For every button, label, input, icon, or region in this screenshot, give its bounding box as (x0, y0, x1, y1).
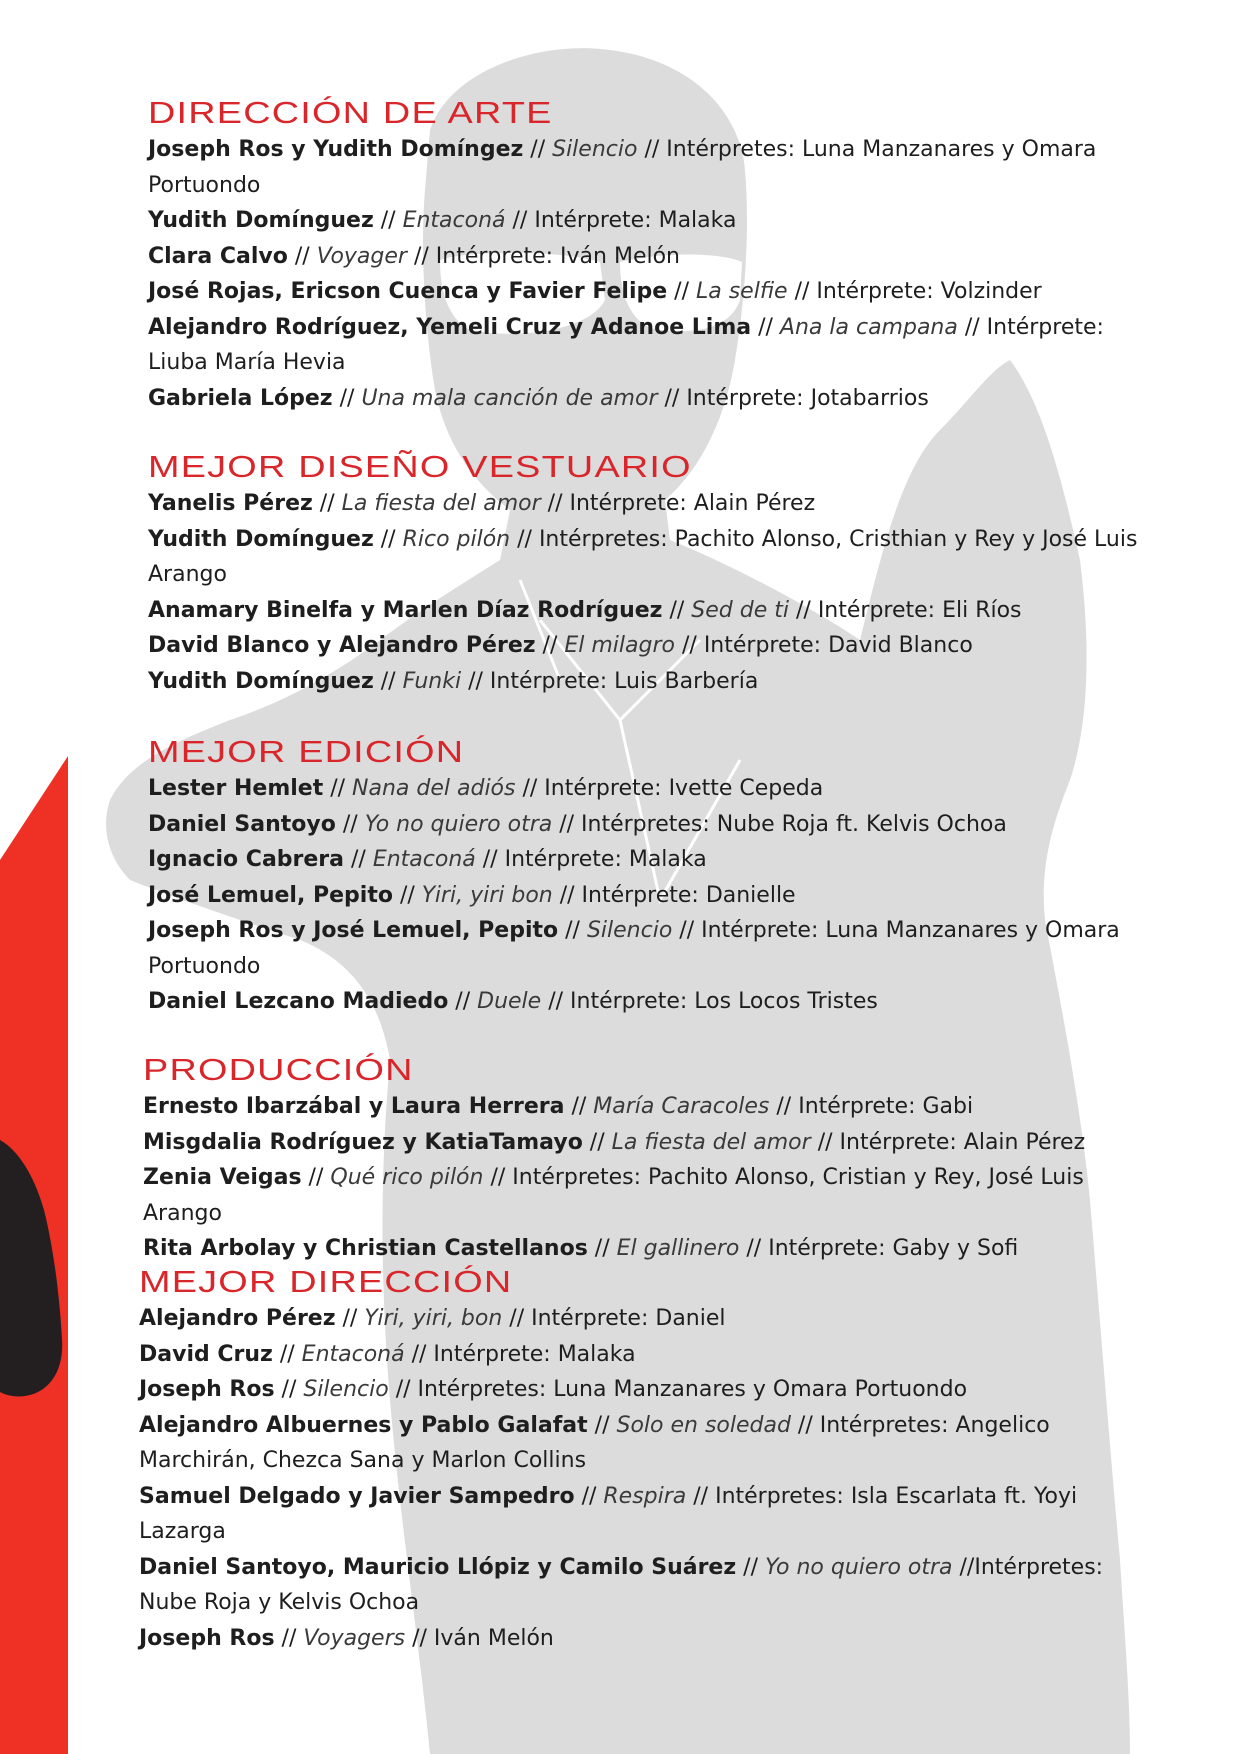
video-title: Voyager (316, 243, 407, 269)
credit-entry (148, 381, 1158, 417)
separator: // (406, 243, 436, 269)
credit-entry (148, 593, 1158, 629)
credit-names: Alejandro Rodríguez, Yemeli Cruz y Adanoe Lima (148, 314, 752, 340)
performer-info: Intérpretes: Nube Roja y Kelvis Ochoa (139, 1554, 1104, 1615)
credit-names: Joseph Ros y Yudith Domíngez (148, 137, 524, 162)
credit-entry (148, 628, 1158, 664)
credit-names: David Cruz (139, 1341, 273, 1367)
video-title: Ana la campana (779, 314, 958, 340)
separator: // (736, 1554, 765, 1580)
section-heading: MEJOR EDICIÓN (148, 734, 465, 769)
separator: // (373, 526, 403, 552)
credit-entry (139, 1550, 1149, 1621)
video-title: Nana del adiós (352, 776, 516, 801)
video-title: Silencio (586, 918, 673, 943)
performer-info: Intérprete: Ivette Cepeda (544, 776, 824, 801)
performer-info: Intérprete: David Blanco (703, 633, 973, 658)
credit-entry (139, 1621, 1149, 1657)
credit-names: Samuel Delgado y Javier Sampedro (139, 1483, 575, 1509)
credit-names: Daniel Santoyo (148, 811, 336, 837)
separator: // (312, 491, 342, 516)
separator: // (675, 633, 704, 658)
performer-info: Intérprete: Gaby y Sofi (768, 1236, 1019, 1261)
performer-info: Intérprete: Luis Barbería (489, 668, 759, 694)
separator: // (332, 385, 362, 411)
credit-entry (148, 984, 1158, 1020)
section-produccion (143, 1053, 1153, 1267)
performer-info: Intérprete: Gabi (798, 1094, 974, 1119)
separator: // (739, 1236, 769, 1261)
performer-info: Intérpretes: Nube Roja ft. Kelvis Ochoa (581, 811, 1007, 837)
red-band (0, 756, 68, 1754)
separator: // (515, 776, 545, 801)
separator: // (448, 989, 478, 1014)
separator: // (552, 811, 582, 837)
separator: // (335, 1306, 365, 1331)
credit-entry (148, 771, 1158, 807)
credit-names: Misgdalia Rodríguez y KatiaTamayo (143, 1129, 583, 1155)
section-heading: DIRECCIÓN DE ARTE (148, 95, 553, 130)
video-title: Voyagers (303, 1625, 406, 1651)
video-title: Yo no quiero otra (764, 1554, 953, 1580)
credit-names: Yanelis Pérez (148, 491, 313, 516)
separator: // (587, 1412, 617, 1438)
credit-entry (139, 1372, 1149, 1408)
separator: // (672, 918, 702, 943)
performer-info: Intérprete: Malaka (433, 1341, 636, 1367)
credit-names: Clara Calvo (148, 243, 288, 269)
separator: // (505, 208, 535, 233)
separator: // (686, 1483, 716, 1509)
section-heading: MEJOR DISEÑO VESTUARIO (148, 449, 692, 484)
separator: // (662, 597, 692, 623)
credit-names: Zenia Veigas (143, 1165, 302, 1190)
credit-entry (143, 1089, 1153, 1125)
performer-info: Intérprete: Alain Pérez (569, 491, 816, 516)
performer-info: Intérprete: Daniel (531, 1306, 726, 1331)
performer-info: Intérpretes: Luna Manzanares y Omara Portuondo (148, 137, 1097, 198)
performer-info: Intérprete: Eli Ríos (817, 597, 1022, 623)
credit-names: Yudith Domínguez (148, 526, 374, 552)
credit-entry (148, 132, 1158, 203)
separator: // (323, 776, 353, 801)
credit-entry (139, 1301, 1149, 1337)
credit-names: Daniel Santoyo, Mauricio Llópiz y Camilo Suárez (139, 1554, 737, 1580)
credit-names: Joseph Ros (139, 1377, 275, 1402)
performer-info: Intérprete: Alain Pérez (839, 1129, 1086, 1155)
section-direccion-arte (148, 96, 1158, 416)
separator: // (461, 668, 490, 694)
credit-entry (139, 1408, 1149, 1479)
performer-info: Intérprete: Los Locos Tristes (570, 989, 878, 1014)
separator: // (405, 1625, 434, 1651)
separator: // (523, 137, 553, 162)
video-title: La fiesta del amor (611, 1129, 811, 1155)
credit-names: Rita Arbolay y Christian Castellanos (143, 1236, 588, 1261)
separator: // (373, 668, 403, 694)
video-title: La selfie (695, 279, 788, 304)
separator: // (657, 385, 687, 411)
separator: // (769, 1094, 799, 1119)
video-title: Yiri, yiri bon (421, 882, 553, 908)
credit-entry (143, 1231, 1153, 1267)
credit-entry (148, 664, 1158, 700)
separator: // (957, 314, 987, 340)
video-title: María Caracoles (593, 1094, 770, 1119)
separator: // (274, 1377, 304, 1402)
performer-info: Intérprete: Jotabarrios (686, 385, 929, 411)
separator: // (637, 137, 667, 162)
video-title: Entaconá (301, 1341, 405, 1367)
credit-names: Yudith Domínguez (148, 668, 374, 694)
performer-info: Intérprete: Liuba María Hevia (148, 314, 1104, 375)
credit-names: Ernesto Ibarzábal y Laura Herrera (143, 1094, 565, 1119)
video-title: Silencio (303, 1377, 389, 1402)
separator: // (952, 1554, 975, 1580)
separator: // (388, 1377, 418, 1402)
separator: // (540, 491, 570, 516)
video-title: El milagro (564, 633, 675, 658)
separator: // (335, 811, 365, 837)
separator: // (510, 526, 539, 552)
separator: // (373, 208, 403, 233)
video-title: Respira (603, 1483, 687, 1509)
video-title: Silencio (552, 137, 638, 162)
separator: // (810, 1129, 840, 1155)
credit-names: Alejandro Albuernes y Pablo Galafat (139, 1412, 588, 1438)
performer-info: Intérpretes: Pachito Alonso, Cristian y Rey, José Luis Arango (143, 1165, 1084, 1226)
separator: // (392, 882, 422, 908)
credit-entry (148, 842, 1158, 878)
entry-list (148, 771, 1158, 1020)
credit-names: Gabriela López (148, 385, 333, 411)
performer-info: Intérpretes: Angelico Marchirán, Chezca Sana y Marlon Collins (139, 1412, 1050, 1473)
credit-names: José Rojas, Ericson Cuenca y Favier Felipe (148, 279, 668, 304)
separator: // (404, 1341, 434, 1367)
video-title: Rico pilón (402, 526, 511, 552)
credit-entry (148, 274, 1158, 310)
separator: // (564, 1094, 594, 1119)
credit-entry (139, 1337, 1149, 1373)
credit-entry (143, 1160, 1153, 1231)
credit-names: Joseph Ros y José Lemuel, Pepito (148, 918, 559, 943)
video-title: Funki (402, 668, 462, 694)
credit-names: Yudith Domínguez (148, 208, 374, 233)
performer-info: Intérprete: Volzinder (816, 279, 1042, 304)
credit-names: Anamary Binelfa y Marlen Díaz Rodríguez (148, 597, 663, 623)
separator: // (483, 1165, 513, 1190)
credit-entry (139, 1479, 1149, 1550)
credit-entry (148, 807, 1158, 843)
video-title: El gallinero (616, 1236, 740, 1261)
section-mejor-direccion (139, 1265, 1149, 1656)
section-mejor-edicion (148, 735, 1158, 1020)
separator: // (301, 1165, 331, 1190)
video-title: Solo en soledad (616, 1412, 791, 1438)
credit-entry (148, 913, 1158, 984)
separator: // (287, 243, 317, 269)
separator: // (552, 882, 582, 908)
credit-names: Lester Hemlet (148, 776, 324, 801)
video-title: Entaconá (402, 208, 506, 233)
credit-names: José Lemuel, Pepito (148, 882, 393, 908)
credit-entry (148, 522, 1158, 593)
separator: // (535, 633, 565, 658)
entry-list (148, 132, 1158, 416)
video-title: Duele (477, 989, 542, 1014)
separator: // (558, 918, 587, 943)
credit-names: David Blanco y Alejandro Pérez (148, 633, 536, 658)
performer-info: Intérprete: Malaka (504, 847, 707, 872)
performer-info: Intérprete: Malaka (534, 208, 737, 233)
separator: // (789, 597, 818, 623)
performer-info: Intérprete: Iván Melón (435, 243, 681, 269)
separator: // (274, 1625, 304, 1651)
video-title: Una mala canción de amor (361, 385, 658, 411)
section-heading: PRODUCCIÓN (143, 1052, 414, 1087)
separator: // (574, 1483, 604, 1509)
credit-entry (148, 239, 1158, 275)
credit-entry (148, 486, 1158, 522)
separator: // (582, 1129, 612, 1155)
performer-info: Intérprete: Luna Manzanares y Omara Portuondo (148, 918, 1120, 979)
performer-info: Iván Melón (433, 1625, 554, 1651)
separator: // (475, 847, 505, 872)
separator: // (272, 1341, 302, 1367)
separator: // (502, 1306, 532, 1331)
credit-names: Daniel Lezcano Madiedo (148, 989, 449, 1014)
credit-entry (148, 878, 1158, 914)
separator: // (787, 279, 817, 304)
entry-list (148, 486, 1158, 699)
credit-entry (143, 1125, 1153, 1161)
separator: // (344, 847, 373, 872)
video-title: Yiri, yiri, bon (364, 1306, 503, 1331)
separator: // (541, 989, 571, 1014)
performer-info: Intérpretes: Isla Escarlata ft. Yoyi Lazarga (139, 1483, 1078, 1544)
credit-names: Alejandro Pérez (139, 1306, 336, 1331)
performer-info: Intérpretes: Pachito Alonso, Cristhian y Rey y José Luis Arango (148, 526, 1138, 587)
video-title: Sed de ti (691, 597, 789, 623)
credit-names: Joseph Ros (139, 1625, 275, 1651)
separator: // (751, 314, 780, 340)
entry-list (139, 1301, 1149, 1656)
separator: // (790, 1412, 820, 1438)
credit-entry (148, 310, 1158, 381)
video-title: Yo no quiero otra (364, 811, 553, 837)
performer-info: Intérpretes: Luna Manzanares y Omara Portuondo (417, 1377, 968, 1402)
separator: // (667, 279, 696, 304)
credit-names: Ignacio Cabrera (148, 847, 345, 872)
credit-entry (148, 203, 1158, 239)
section-heading: MEJOR DIRECCIÓN (139, 1264, 513, 1299)
section-mejor-diseno-vestuario (148, 450, 1158, 699)
entry-list (143, 1089, 1153, 1267)
video-title: Qué rico pilón (330, 1165, 484, 1190)
separator: // (587, 1236, 617, 1261)
performer-info: Intérprete: Danielle (581, 882, 796, 908)
video-title: Entaconá (372, 847, 476, 872)
video-title: La fiesta del amor (341, 491, 541, 516)
